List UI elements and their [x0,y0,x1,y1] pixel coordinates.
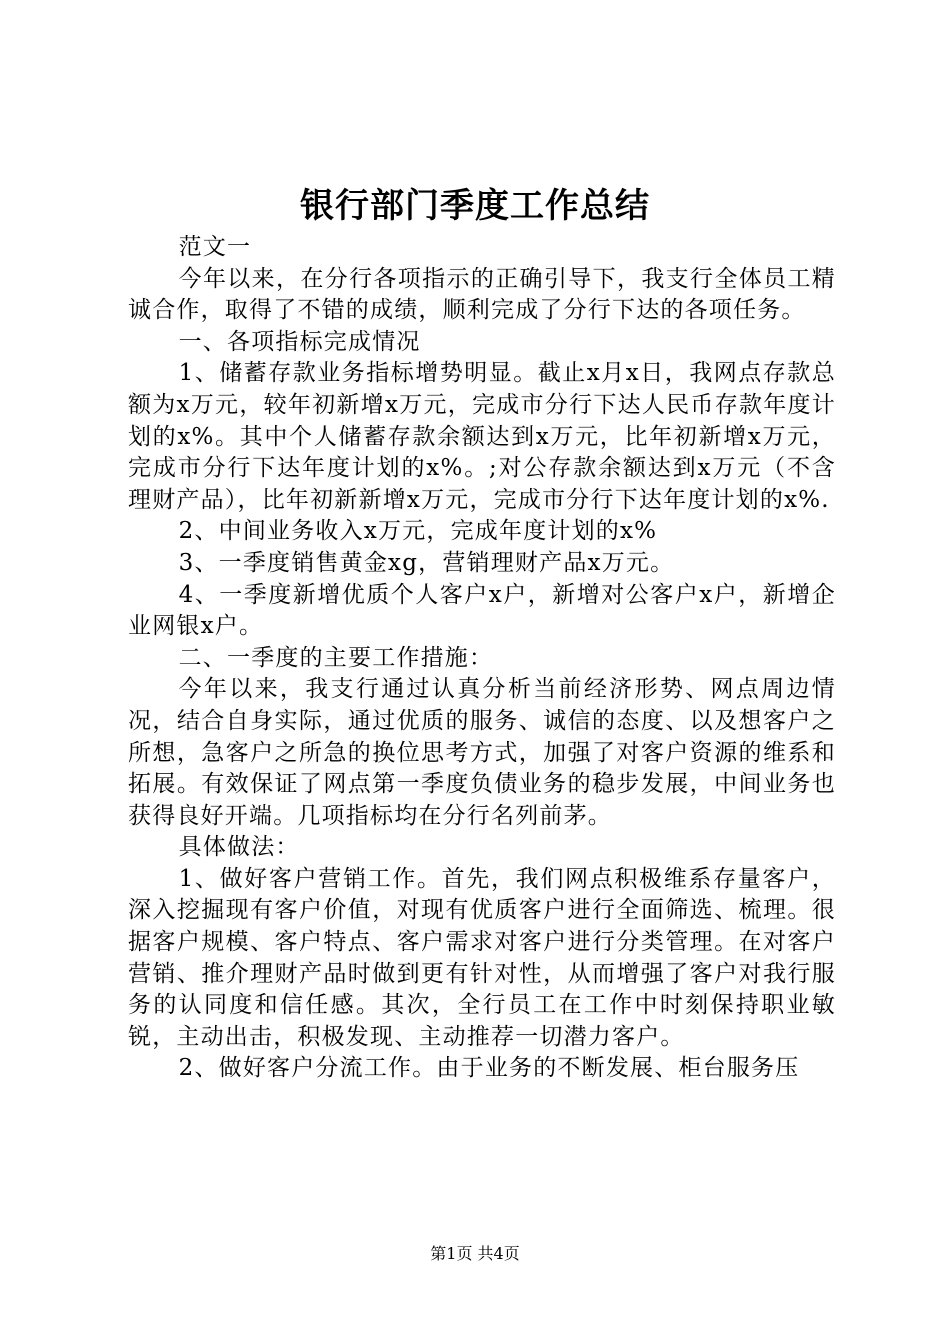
paragraph-sample-label: 范文一 [178,234,252,260]
paragraph-gold-sales: 3、一季度销售黄金xg，营销理财产品x万元。 [178,549,675,576]
section-heading-measures: 二、一季度的主要工作措施： [178,644,494,671]
paragraph-customer-diversion: 2、做好客户分流工作。由于业务的不断发展、柜台服务压 [178,1055,800,1082]
paragraph-new-customers: 4、一季度新增优质个人客户x户，新增对公客户x户，新增企业网银x户。 [128,581,836,640]
document-title: 银行部门季度工作总结 [300,186,650,226]
paragraph-intermediate-income: 2、中间业务收入x万元，完成年度计划的x% [178,518,658,545]
paragraph-intro: 今年以来，在分行各项指示的正确引导下，我支行全体员工精诚合作，取得了不错的成绩，顺利完成了分行下达的各项任务。 [128,265,836,324]
paragraph-deposits: 1、储蓄存款业务指标增势明显。截止x月x日，我网点存款总额为x万元，较年初新增x万元，完成市分行下达人民币存款年度计划的x%。其中个人储蓄存款余额达到x万元，比年初新增x万元，完成市分行下达年度计划的x%。;对公存款余额达到x万元（不含理财产品），比年初新新增x万元，完成市分行下达年度计划的x%. [128,360,836,513]
document-body [128,232,836,1085]
page-footer: 第1页 共4页 [430,1244,520,1263]
paragraph-measures-summary: 今年以来，我支行通过认真分析当前经济形势、网点周边情况，结合自身实际，通过优质的服务、诚信的态度、以及想客户之所想，急客户之所急的换位思考方式，加强了对客户资源的维系和拓展。有效保证了网点第一季度负债业务的稳步发展，中间业务也获得良好开端。几项指标均在分行名列前茅。 [128,676,836,829]
paragraph-customer-marketing: 1、做好客户营销工作。首先，我们网点积极维系存量客户，深入挖掘现有客户价值，对现有优质客户进行全面筛选、梳理。很据客户规模、客户特点、客户需求对客户进行分类管理。在对客户营销、推介理财产品时做到更有针对性，从而增强了客户对我行服务的认同度和信任感。其次，全行员工在工作中时刻保持职业敏锐，主动出击，积极发现、主动推荐一切潜力客户。 [128,865,836,1050]
section-heading-indicators: 一、各项指标完成情况 [178,328,421,355]
subheading-specific-methods: 具体做法： [178,834,300,861]
